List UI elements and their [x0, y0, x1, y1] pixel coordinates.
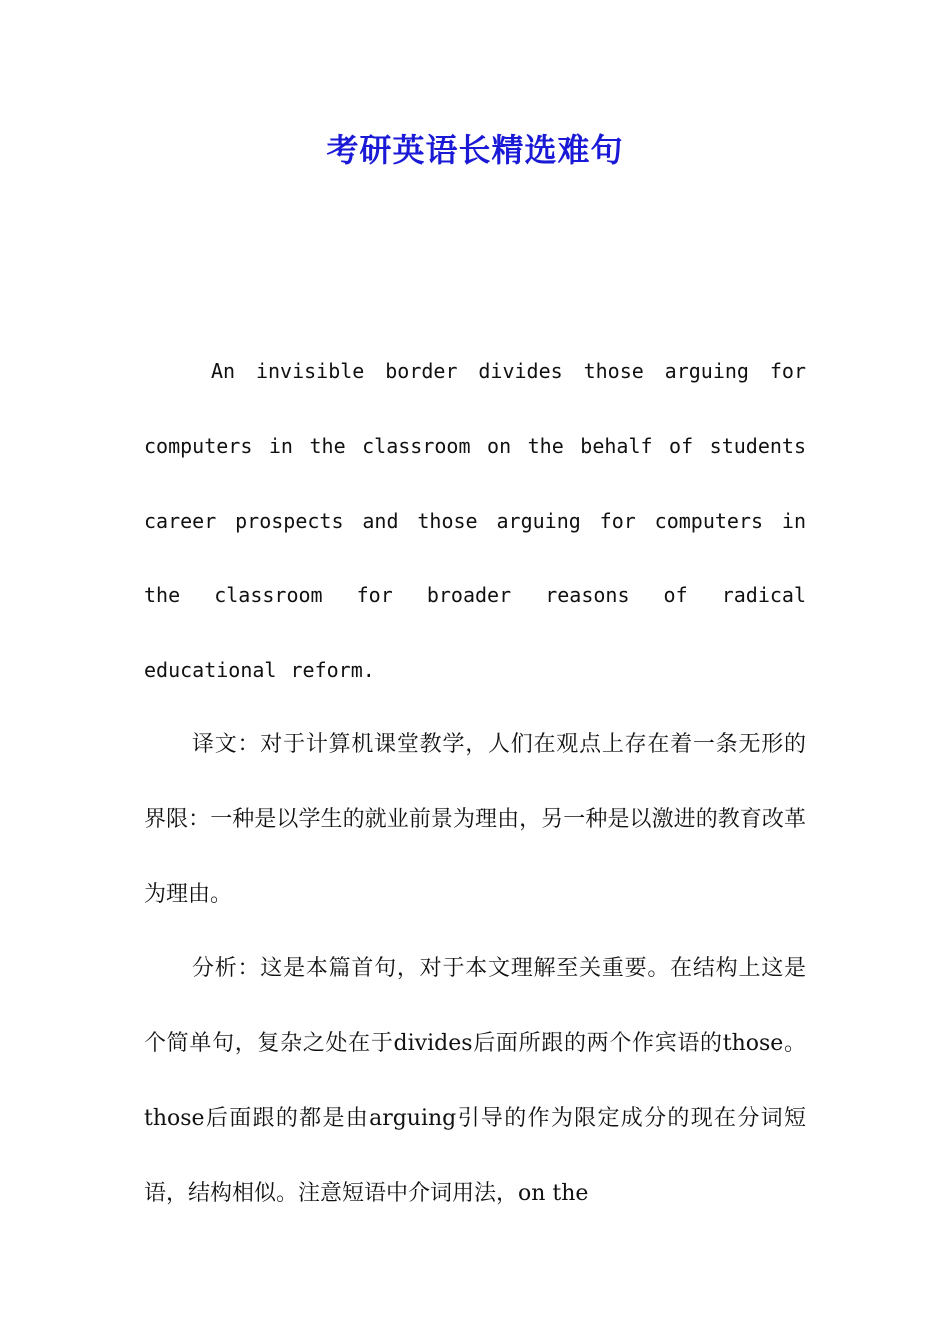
- page-title: 考研英语长精选难句: [326, 131, 624, 169]
- english-sentence-paragraph: An invisible border divides those arguing for computers in the classroom on the behalf of students career prospects and those arguing for computers in the classroom for broader reasons of radical educational reform.: [144, 359, 806, 683]
- translation-paragraph: 译文：对于计算机课堂教学，人们在观点上存在着一条无形的界限：一种是以学生的就业前景为理由，另一种是以激进的教育改革为理由。: [144, 731, 806, 907]
- document-body: [144, 334, 806, 1232]
- analysis-paragraph: 分析：这是本篇首句，对于本文理解至关重要。在结构上这是个简单句，复杂之处在于divides后面所跟的两个作宾语的those。those后面跟的都是由arguing引导的作为限定成分的现在分词短语，结构相似。注意短语中介词用法，on the: [144, 956, 806, 1206]
